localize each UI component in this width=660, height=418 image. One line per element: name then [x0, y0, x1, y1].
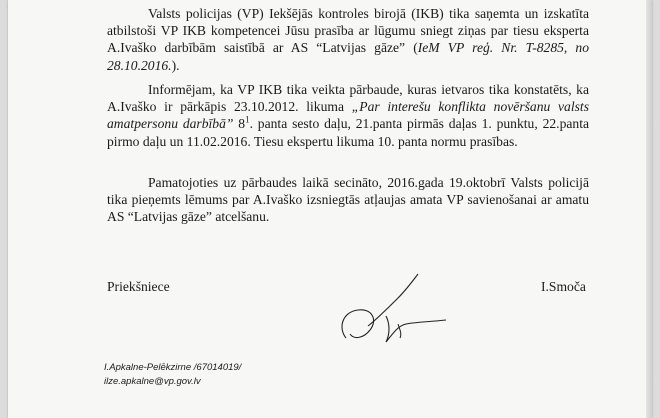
- law-title: „Par interešu konflikta novēršanu valsts amatpersonu darbībā”: [107, 99, 589, 132]
- decision-text: Pamatojoties uz pārbaudes laikā secināto, 2016.gada 19.oktobrī Valsts policijā tika pieņemts lēmums par A.Ivaško izsniegtās atļaujas amata VP savienošanai ar amatu AS “Latvijas gāze” atcelšanu.: [107, 175, 589, 225]
- inspection-text-1: Informējam, ka VP IKB tika veikta pārbaude, kuras ietvaros tika konstatēts, ka A.Ivaško ir pārkāpis 23.10.2012. likuma: [107, 82, 589, 115]
- paragraph-decision: [107, 174, 589, 226]
- inspection-text-3: . panta sesto daļu, 21.panta pirmās daļas 1. punktu, 22.panta pirmo daļu un 11.02.2016. Tiesu ekspertu likuma 10. panta normu prasības.: [107, 116, 590, 149]
- signer-title: Priekšniece: [107, 279, 170, 294]
- paragraph-request-line2: izskatīta atbilstoši VP IKB kompetencei Jūsu prasība ar lūgumu sniegt ziņas par: [107, 6, 589, 39]
- paragraph-request-line3: tiesu eksperta A.Ivaško darbībām saistībā ar AS “Latvijas gāze” (: [107, 23, 589, 56]
- handwritten-signature: [328, 268, 468, 358]
- paragraph-inspection: [107, 81, 589, 150]
- paragraph-request-line1: Valsts policijas (VP) Iekšējās kontroles birojā (IKB) tika saņemta un: [148, 6, 539, 21]
- paragraph-request-end: ).: [171, 57, 180, 73]
- registration-ref-part2: Nr. T-8285, no 28.10.2016.: [107, 40, 589, 73]
- article-superscript: 1: [245, 114, 250, 125]
- contact-email: ilze.apkalne@vp.gov.lv: [104, 376, 201, 387]
- registration-ref-part1: IeM VP reģ.: [417, 40, 494, 56]
- signer-name: I.Smoča: [541, 279, 586, 294]
- contact-name-phone: I.Apkalne-Pelēkzirne /67014019/: [104, 362, 242, 373]
- scan-edge: [646, 0, 652, 418]
- document-page: [8, 0, 652, 418]
- inspection-text-2: 8: [233, 116, 246, 132]
- paragraph-request: [107, 5, 589, 74]
